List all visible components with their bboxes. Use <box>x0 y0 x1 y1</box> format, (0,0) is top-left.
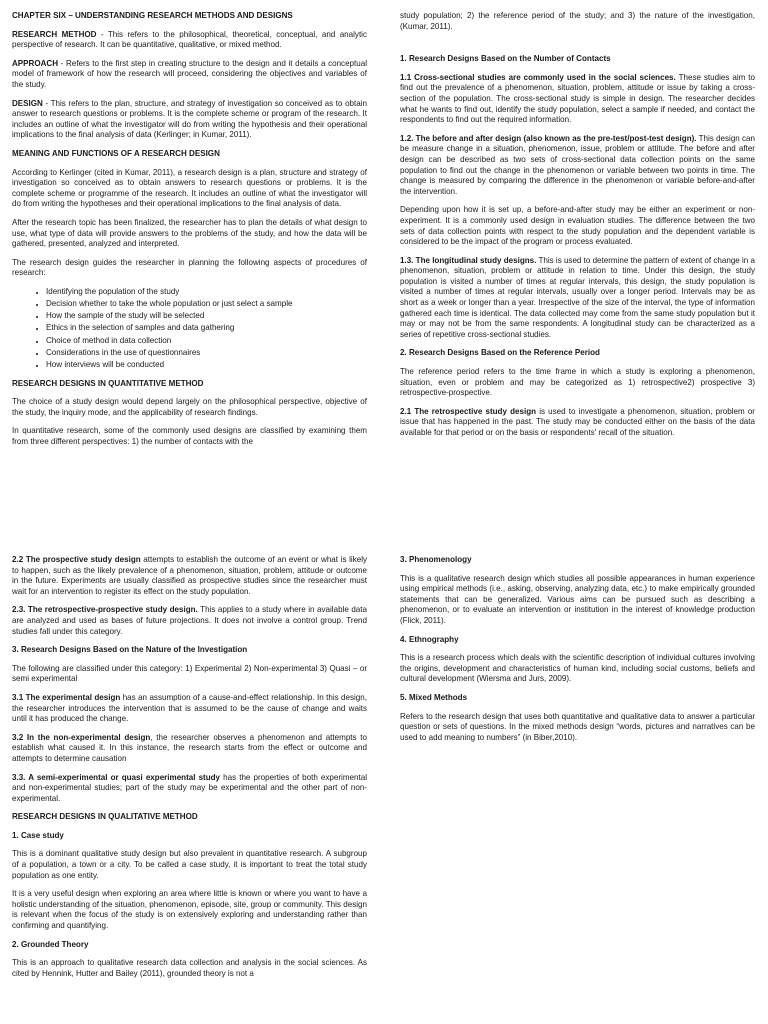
grounded-theory-paragraph: This is an approach to qualitative research data collection and analysis in the social sciences. As cited by Hennink, Hutter and Bailey (2011), grounded theory is not a <box>12 958 367 978</box>
list-item: • How interviews will be conducted <box>46 360 367 371</box>
ethnography-heading: 4. Ethnography <box>400 634 459 644</box>
case-study-heading: 1. Case study <box>12 830 64 840</box>
quant-heading: RESEARCH DESIGNS IN QUANTITATIVE METHOD <box>12 378 204 388</box>
meaning-paragraph-3: The research design guides the researcher in planning the following aspects of procedures of research: <box>12 257 367 278</box>
longitudinal-paragraph: 1.3. The longitudinal study designs. This is used to determine the pattern of extent of change in a phenomenon, situation, problem or attitude in relation to time. Under this design, the study population is visited a number of times at regular intervals, this design, the study population is visited a number of times at regular intervals, usually over a longer period. Intervals may be as short as a week or longer than a year. Irrespective of the size of the interval, the type of information gathered each time is identical. The data collected may come from the same study population but it may or may not be from the same respondents. A longitudinal study can be characterized as a series of repetitive cross-sectional studies. <box>400 255 755 339</box>
term-experimental: 3.1 The experimental design <box>12 692 121 702</box>
approach-paragraph: APPROACH - Refers to the first step in creating structure to the design and it details a conceptual model of framework of how the research will proceed, considering the objectives and variables of the study. <box>12 58 367 89</box>
design-paragraph: DESIGN - This refers to the plan, structure, and strategy of investigation so conceived as to obtain answer to research questions or problems. It is the complete scheme or program of the research. It includes an outline of what the investigator will do from writing the hypothesis and their operational implications to the final analysis of data (Kerlinger; in Kumar, 2011). <box>12 98 367 140</box>
case-study-paragraph-2: It is a very useful design when exploring an area where little is known or where you want to have a holistic understanding of the situation, phenomenon, episode, site, group or community. This design is relevant when the focus of the study is on extensively exploring and understanding rather than confirming and quantifying. <box>12 889 367 931</box>
semi-experimental-paragraph: 3.3. A semi-experimental or quasi experimental study has the properties of both experimental and non-experimental studies; part of the study may be experimental and the other part of non-experimental. <box>12 772 367 803</box>
qual-heading: RESEARCH DESIGNS IN QUALITATIVE METHOD <box>12 812 198 822</box>
spacer <box>400 40 755 54</box>
nature-heading: 3. Research Designs Based on the Nature of the Investigation <box>12 645 248 655</box>
list-item: • Identifying the population of the study <box>46 287 367 298</box>
continued-paragraph: study population; 2) the reference period of the study; and 3) the nature of the investigation, (Kumar, 2011). <box>400 11 755 31</box>
meaning-paragraph-2: After the research topic has been finalized, the researcher has to plan the details of what design to use, what type of data will provide answers to the problems of the study, and how the data will be gathered, presented, analyzed and interpreted. <box>12 217 367 249</box>
meaning-heading: MEANING AND FUNCTIONS OF A RESEARCH DESIGN <box>12 148 220 158</box>
reference-paragraph: The reference period refers to the time frame in which a study is exploring a phenomenon, situation, even or problem and may be categorized as 1) retrospective2) prospective 3) retrospective-prospective. <box>400 367 755 398</box>
phenomenology-paragraph: This is a qualitative research design which studies all possible appearances in human experience using empirical methods (i.e., asking, observing, analyzing data, etc.) to make empirically grounded statements that can be generalized. Various aims can be pursued such as describing a phenomenon, or to evaluate an intervention or institution in the interest of knowledge production (Flick, 2011). <box>400 573 755 625</box>
list-item: • How the sample of the study will be selected <box>46 311 367 322</box>
list-item: • Ethics in the selection of samples and data gathering <box>46 323 367 334</box>
non-experimental-paragraph: 3.2 In the non-experimental design, the researcher observes a phenomenon and attempts to establish what caused it. In this instance, the research starts from the effect or outcome and attempts to determine causation <box>12 732 367 763</box>
term-non-experimental: 3.2 In the non-experimental design <box>12 732 151 742</box>
case-study-paragraph-1: This is a dominant qualitative study design but also prevalent in quantitative research. A subgroup of a population, a town or a city. To be called a case study, it is important to treat the total study population as one entity. <box>12 849 367 880</box>
term-design: DESIGN <box>12 98 43 108</box>
column-top-right <box>400 11 755 447</box>
prospective-paragraph: 2.2 The prospective study design attempts to establish the outcome of an event or what is likely to happen, such as the likely prevalence of a phenomenon, situation, problem, attitude or outcome in the future. Experiments are usually classified as prospective studies since the researcher must wait for an intervention to register its effect on the study population. <box>12 555 368 596</box>
mixed-methods-heading: 5. Mixed Methods <box>400 692 468 702</box>
term-prospective: 2.2 The prospective study design <box>12 555 141 564</box>
before-after-paragraph: 1.2. The before and after design (also known as the pre-test/post-test design). This design can be measure change in a situation, phenomenon, issue, problem or attitude. The before and after design can be described as two sets of cross-sectional data collection points on the same population to find out the change in the phenomenon or variable between two points in time. The change is measured by comparing the difference in the phenomenon or variable before-and-after the intervention. <box>400 133 756 196</box>
term-before-after: 1.2. The before and after design (also known as the pre-test/post-test design). <box>400 133 697 143</box>
contacts-heading: 1. Research Designs Based on the Number of Contacts <box>400 54 611 64</box>
term-longitudinal: 1.3. The longitudinal study designs. <box>400 255 537 265</box>
column-top-left <box>12 11 367 456</box>
depending-paragraph: Depending upon how it is set up, a before-and-after study may be either an experiment or non-experiment. It is a commonly used design in evaluation studies. The difference between the two sets of data collection points with respect to the study population and the dependent variable is considered to be the impact of the program or process evaluated. <box>400 205 755 247</box>
list-item: • Considerations in the use of questionnaires <box>46 348 367 359</box>
term-retrospective: 2.1 The retrospective study design <box>400 406 537 416</box>
nature-paragraph: The following are classified under this category: 1) Experimental 2) Non-experimental 3) Quasi – or semi experimental <box>12 663 367 684</box>
term-research-method: RESEARCH METHOD <box>12 29 97 39</box>
term-approach: APPROACH <box>12 58 59 68</box>
research-method-paragraph: RESEARCH METHOD - This refers to the philosophical, theoretical, conceptual, and analytic perspective of research. It can be quantitative, qualitative, or mixed method. <box>12 29 367 50</box>
term-cross-sectional: 1.1 Cross-sectional studies are commonly used in the social sciences. <box>400 72 676 82</box>
quant-paragraph-2: In quantitative research, some of the commonly used designs are classified by examining them from three different perspectives: 1) the number of contacts with the <box>12 426 367 446</box>
phenomenology-heading: 3. Phenomenology <box>400 555 472 564</box>
retrospective-paragraph: 2.1 The retrospective study design is used to investigate a phenomenon, situation, problem or issue that has happened in the past. The study may be conducted either on the basis of the data available for that period or on the basis or respondents' recall of the situation. <box>400 406 755 437</box>
term-retro-prospective: 2.3. The retrospective-prospective study design. <box>12 605 198 615</box>
mixed-methods-paragraph: Refers to the research design that uses both quantitative and qualitative data to answer a particular question or sets of questions. In the mixed methods design “words, pictures and narratives can be used to add meaning to numbers” (in Biber,2010). <box>400 711 755 742</box>
retro-prospective-paragraph: 2.3. The retrospective-prospective study design. This applies to a study where in available data are analyzed and used as bases of future projections. It does not involve a control group. Trend studies fall under this category. <box>12 605 367 636</box>
reference-heading: 2. Research Designs Based on the Reference Period <box>400 348 600 358</box>
list-item: • Choice of method in data collection <box>46 336 367 347</box>
chapter-title: CHAPTER SIX – UNDERSTANDING RESEARCH METHODS AND DESIGNS <box>12 11 293 20</box>
term-semi-experimental: 3.3. A semi-experimental or quasi experimental study <box>12 772 221 782</box>
ethnography-paragraph: This is a research process which deals with the scientific description of individual cultures involving the origins, development and characteristics of human kind, including social customs, beliefs and cultural development (Wiersma and Jurs, 2009). <box>400 653 755 684</box>
column-bottom-left <box>12 555 367 987</box>
grounded-theory-heading: 2. Grounded Theory <box>12 939 89 949</box>
quant-paragraph-1: The choice of a study design would depend largely on the philosophical perspective, objective of the study, the inquiry mode, and the applicability of research findings. <box>12 397 367 417</box>
column-bottom-right <box>400 555 755 751</box>
meaning-paragraph-1: According to Kerlinger (cited in Kumar, 2011), a research design is a plan, structure and strategy of investigation so conceived as to obtain answers to research questions or problems. It is the complete scheme or programme of the research. It includes an outline of what the investigator will do from writing the hypotheses and their operational implications to the final analysis of data. <box>12 167 367 209</box>
cross-sectional-paragraph: 1.1 Cross-sectional studies are commonly used in the social sciences. These studies aim to find out the prevalence of a phenomenon, situation, problem, attitude or issue by taking a cross-section of the population. The cross-sectional study is simple in design. The researcher decides what he wants to find out, identify the study population, select a sample if needed, and contact the respondents to find out the required information. <box>400 72 756 125</box>
list-item: • Decision whether to take the whole population or just select a sample <box>46 299 367 310</box>
procedures-list <box>12 287 367 371</box>
experimental-paragraph: 3.1 The experimental design has an assumption of a cause-and-effect relationship. In this design, the researcher introduces the intervention that is assumed to be the cause of change and waits until it has produced the change. <box>12 692 367 724</box>
